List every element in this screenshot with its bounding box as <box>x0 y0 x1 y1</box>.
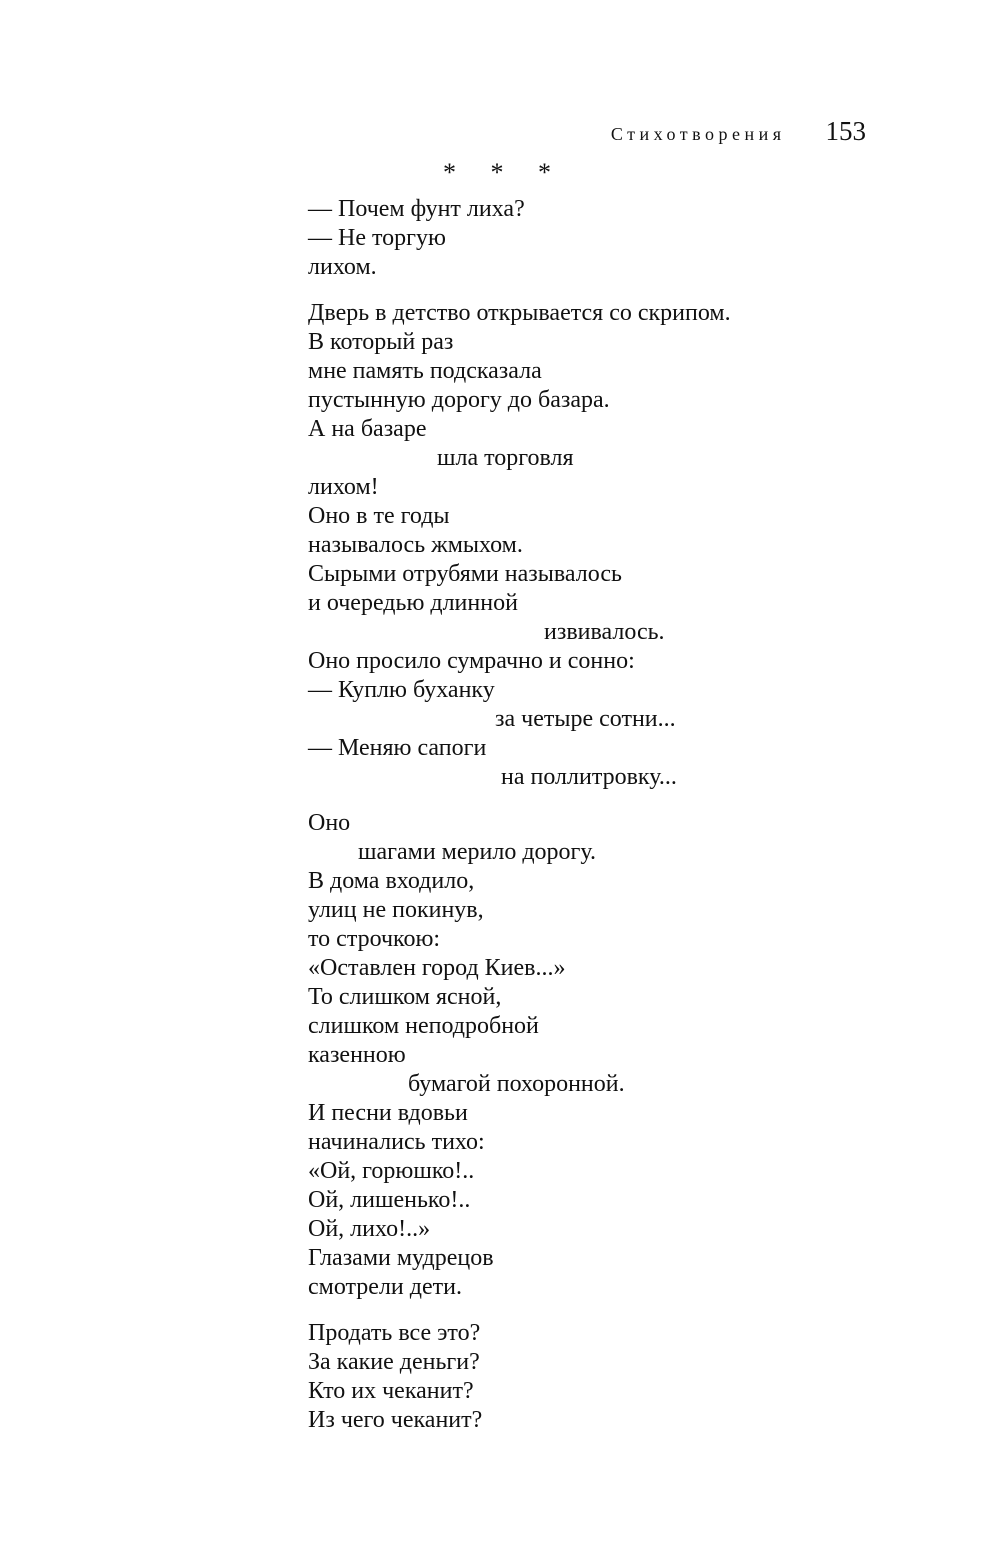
poem-line: Оно <box>308 810 351 836</box>
poem-line: Глазами мудрецов <box>308 1245 494 1271</box>
poem-line: Из чего чеканит? <box>308 1407 483 1433</box>
poem-line: шла торговля <box>437 445 574 471</box>
poem-line: — Куплю буханку <box>308 677 495 703</box>
poem-line: казенною <box>308 1042 406 1068</box>
poem-line: Оно просило сумрачно и сонно: <box>308 648 635 674</box>
poem-line: — Почем фунт лиха? <box>308 196 525 222</box>
poem-line: То слишком ясной, <box>308 984 502 1010</box>
stanza-break <box>308 792 731 809</box>
poem-line: «Оставлен город Киев...» <box>308 955 566 981</box>
poem-line: за четыре сотни... <box>495 706 676 732</box>
poem-line: пустынную дорогу до базара. <box>308 387 610 413</box>
poem-line: Ой, лишенько!.. <box>308 1187 471 1213</box>
poem-line: «Ой, горюшко!.. <box>308 1158 475 1184</box>
asterism-divider: * * * <box>443 158 565 187</box>
page-number: 153 <box>825 116 866 146</box>
poem-line: — Не торгую <box>308 225 446 251</box>
stanza-2 <box>308 299 731 792</box>
poem-line: А на базаре <box>308 416 427 442</box>
poem-line: улиц не покинув, <box>308 897 484 923</box>
poem-line: извивалось. <box>544 619 665 645</box>
poem-line: мне память подсказала <box>308 358 542 384</box>
stanza-4 <box>308 1319 731 1435</box>
poem-line: лихом! <box>308 474 379 500</box>
poem-line: лихом. <box>308 254 377 280</box>
poem-line: — Меняю сапоги <box>308 735 487 761</box>
poem-line: В который раз <box>308 329 454 355</box>
poem-line: И песни вдовьи <box>308 1100 468 1126</box>
stanza-break <box>308 1302 731 1319</box>
poem-line: слишком неподробной <box>308 1013 539 1039</box>
poem-line: Кто их чеканит? <box>308 1378 474 1404</box>
running-header <box>0 116 866 147</box>
running-title: Стихотворения <box>610 124 786 144</box>
poem-line: Оно в те годы <box>308 503 450 529</box>
poem-line: Сырыми отрубями называлось <box>308 561 622 587</box>
poem-line: на поллитровку... <box>501 764 677 790</box>
poem-line: бумагой похоронной. <box>408 1071 625 1097</box>
poem-line: В дома входило, <box>308 868 475 894</box>
poem-line: смотрели дети. <box>308 1274 462 1300</box>
poem-line: Продать все это? <box>308 1320 481 1346</box>
poem-line: За какие деньги? <box>308 1349 480 1375</box>
poem-line: Дверь в детство открывается со скрипом. <box>308 300 731 326</box>
poem-body <box>308 195 731 1435</box>
stanza-break <box>308 282 731 299</box>
stanza-1 <box>308 195 731 282</box>
poem-line: то строчкою: <box>308 926 441 952</box>
poem-line: шагами мерило дорогу. <box>358 839 596 865</box>
poem-line: и очередью длинной <box>308 590 518 616</box>
poem-line: называлось жмыхом. <box>308 532 523 558</box>
poem-line: Ой, лихо!..» <box>308 1216 431 1242</box>
stanza-3 <box>308 809 731 1302</box>
poem-line: начинались тихо: <box>308 1129 485 1155</box>
